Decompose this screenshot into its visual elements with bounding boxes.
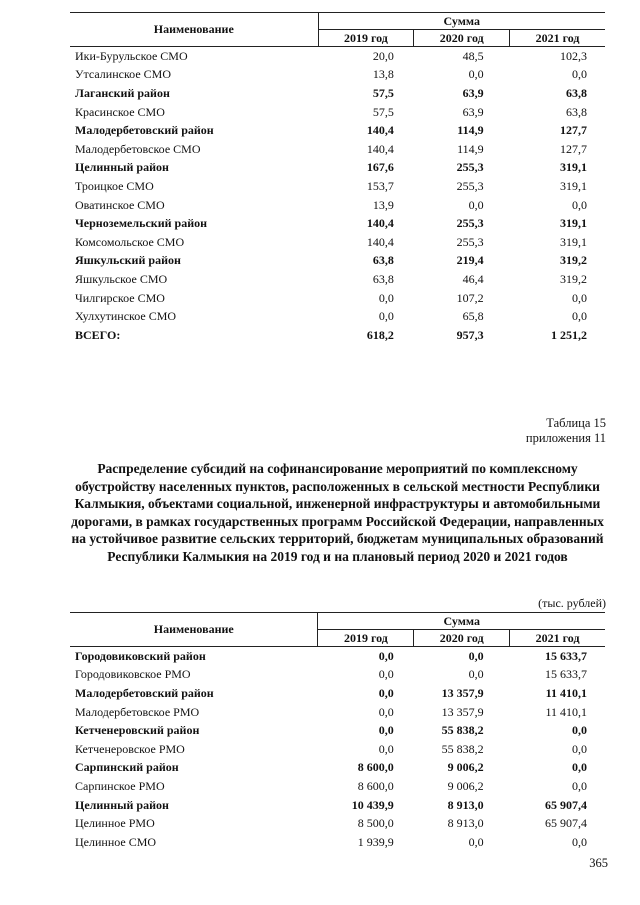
table-row xyxy=(70,326,605,345)
table-row xyxy=(70,796,605,815)
table-row xyxy=(70,759,605,778)
table-row xyxy=(70,103,605,122)
value-2019: 140,4 xyxy=(366,234,394,249)
value-2019: 0,0 xyxy=(378,704,394,719)
table-row xyxy=(70,214,605,233)
value-2019: 8 600,0 xyxy=(357,760,394,775)
value-2020: 8 913,0 xyxy=(447,816,484,831)
document-title: Распределение субсидий на софинансирование мероприятий по комплексному обустройству населенных пунктов, расположенных в сельской местности Республики Калмыкия, объектами социальной, инженерной инфраструктуры и автомобильными дорогами, в рамках государственных программ Российской Федерации, направленных на устойчивое развитие сельских территорий, бюджетам муниципальных образований Республики Калмыкия на 2019 год и на плановый период 2020 и 2021 годов xyxy=(71,461,604,564)
row-name: Целинное РМО xyxy=(75,816,155,831)
value-2021: 319,1 xyxy=(560,178,587,193)
table-row xyxy=(70,684,605,703)
table-row xyxy=(70,84,605,103)
value-2019: 1 939,9 xyxy=(357,834,394,849)
value-2020: 0,0 xyxy=(468,67,484,82)
value-2021: 0,0 xyxy=(572,741,587,756)
value-2019: 0,0 xyxy=(378,723,394,738)
row-name: Целинный район xyxy=(75,160,169,175)
value-2021: 0,0 xyxy=(572,760,587,775)
value-2020: 63,9 xyxy=(462,85,484,100)
row-name: Целинное СМО xyxy=(75,834,157,849)
value-2019: 140,4 xyxy=(366,123,394,138)
column-header-name: Наименование xyxy=(70,13,318,47)
table-row xyxy=(70,289,605,308)
row-name: Городовиковское РМО xyxy=(75,667,191,682)
table-row xyxy=(70,666,605,685)
value-2021: 11 410,1 xyxy=(545,704,587,719)
value-2021: 15 633,7 xyxy=(545,667,587,682)
value-2020: 46,4 xyxy=(462,271,484,286)
row-name: Хулхутинское СМО xyxy=(75,309,177,324)
table-row xyxy=(70,47,605,66)
row-name: Троицкое СМО xyxy=(75,178,154,193)
value-2021: 319,2 xyxy=(560,253,587,268)
row-name: Яшкульский район xyxy=(75,253,181,268)
unit-label: (тыс. рублей) xyxy=(538,596,606,610)
row-name: Сарпинское РМО xyxy=(75,778,165,793)
value-2021: 1 251,2 xyxy=(551,327,587,342)
value-2019: 167,6 xyxy=(366,160,394,175)
value-2021: 0,0 xyxy=(572,290,587,305)
value-2020: 48,5 xyxy=(462,48,484,63)
value-2020: 219,4 xyxy=(456,253,484,268)
table-caption xyxy=(526,416,606,446)
row-name: Кетченеровский район xyxy=(75,723,200,738)
appendix-number: приложения 11 xyxy=(525,431,606,445)
value-2020: 0,0 xyxy=(468,648,484,663)
subsidy-table-1 xyxy=(70,12,605,345)
row-name: Оватинское СМО xyxy=(75,197,165,212)
value-2021: 65 907,4 xyxy=(545,797,587,812)
column-header-name: Наименование xyxy=(70,613,318,647)
value-2021: 11 410,1 xyxy=(545,685,587,700)
value-2019: 63,8 xyxy=(372,253,394,268)
value-2019: 57,5 xyxy=(372,85,394,100)
value-2019: 13,8 xyxy=(372,67,394,82)
row-name: Чилгирское СМО xyxy=(75,290,165,305)
table-row xyxy=(70,252,605,271)
table-row xyxy=(70,777,605,796)
value-2019: 140,4 xyxy=(366,141,394,156)
table-row xyxy=(70,196,605,215)
value-2021: 0,0 xyxy=(572,67,587,82)
value-2019: 20,0 xyxy=(372,48,394,63)
row-name: Малодербетовский район xyxy=(75,123,214,138)
value-2019: 57,5 xyxy=(372,104,394,119)
value-2019: 0,0 xyxy=(378,741,394,756)
table-row xyxy=(70,159,605,178)
value-2020: 255,3 xyxy=(456,160,484,175)
column-header-2020: 2020 год xyxy=(414,630,510,647)
value-2019: 0,0 xyxy=(378,290,394,305)
value-2020: 114,9 xyxy=(457,141,484,156)
column-header-sum: Сумма xyxy=(318,613,605,630)
value-2021: 0,0 xyxy=(572,197,587,212)
table-row xyxy=(70,814,605,833)
table-row xyxy=(70,140,605,159)
value-2021: 0,0 xyxy=(572,834,587,849)
row-name: Черноземельский район xyxy=(75,216,208,231)
row-name: Ики-Бурульское СМО xyxy=(75,48,188,63)
subsidy-table-2 xyxy=(70,612,605,852)
value-2019: 618,2 xyxy=(366,327,394,342)
value-2020: 957,3 xyxy=(456,327,484,342)
column-header-2019: 2019 год xyxy=(318,30,414,47)
value-2021: 63,8 xyxy=(566,85,587,100)
row-name: Малодербетовское РМО xyxy=(75,704,200,719)
column-header-2021: 2021 год xyxy=(510,630,605,647)
row-name: Комсомольское СМО xyxy=(75,234,185,249)
row-name: Сарпинский район xyxy=(75,760,179,775)
row-name: Городовиковский район xyxy=(75,648,206,663)
table-row xyxy=(70,721,605,740)
table-number: Таблица 15 xyxy=(546,416,606,430)
value-2019: 13,9 xyxy=(372,197,394,212)
value-2020: 63,9 xyxy=(462,104,484,119)
value-2021: 102,3 xyxy=(560,48,587,63)
value-2021: 0,0 xyxy=(572,309,587,324)
value-2021: 319,2 xyxy=(560,271,587,286)
value-2019: 0,0 xyxy=(378,648,394,663)
value-2021: 63,8 xyxy=(566,104,587,119)
value-2020: 114,9 xyxy=(457,123,484,138)
table-row xyxy=(70,703,605,722)
value-2020: 255,3 xyxy=(456,216,484,231)
value-2020: 255,3 xyxy=(456,234,484,249)
page-number: 365 xyxy=(589,856,608,870)
value-2020: 65,8 xyxy=(462,309,484,324)
value-2020: 9 006,2 xyxy=(447,778,484,793)
value-2020: 0,0 xyxy=(468,834,484,849)
table-row xyxy=(70,66,605,85)
value-2020: 8 913,0 xyxy=(447,797,484,812)
row-name: Целинный район xyxy=(75,797,169,812)
table-row xyxy=(70,270,605,289)
row-name: Малодербетовский район xyxy=(75,685,214,700)
column-header-2020: 2020 год xyxy=(414,30,510,47)
value-2019: 63,8 xyxy=(372,271,394,286)
value-2021: 0,0 xyxy=(572,778,587,793)
row-name: Красинское СМО xyxy=(75,104,165,119)
value-2019: 140,4 xyxy=(366,216,394,231)
table-row xyxy=(70,121,605,140)
value-2020: 255,3 xyxy=(456,178,484,193)
value-2019: 0,0 xyxy=(378,685,394,700)
value-2020: 13 357,9 xyxy=(441,704,484,719)
value-2021: 15 633,7 xyxy=(545,648,587,663)
value-2021: 127,7 xyxy=(560,123,587,138)
value-2020: 0,0 xyxy=(468,667,484,682)
row-name: Лаганский район xyxy=(75,85,170,100)
value-2019: 153,7 xyxy=(366,178,394,193)
row-name: ВСЕГО: xyxy=(75,327,121,342)
value-2021: 319,1 xyxy=(560,160,587,175)
column-header-2019: 2019 год xyxy=(318,630,414,647)
table-row xyxy=(70,307,605,326)
value-2021: 319,1 xyxy=(560,234,587,249)
table-row xyxy=(70,647,605,666)
row-name: Малодербетовское СМО xyxy=(75,141,201,156)
column-header-2021: 2021 год xyxy=(510,30,605,47)
value-2019: 8 600,0 xyxy=(357,778,394,793)
value-2020: 13 357,9 xyxy=(441,685,484,700)
table-row xyxy=(70,177,605,196)
row-name: Утсалинское СМО xyxy=(75,67,171,82)
value-2019: 8 500,0 xyxy=(357,816,394,831)
value-2021: 65 907,4 xyxy=(545,816,587,831)
value-2020: 55 838,2 xyxy=(441,723,484,738)
table-row xyxy=(70,233,605,252)
value-2021: 319,1 xyxy=(560,216,587,231)
row-name: Яшкульское СМО xyxy=(75,271,168,286)
value-2021: 127,7 xyxy=(560,141,587,156)
value-2019: 10 439,9 xyxy=(351,797,394,812)
value-2020: 55 838,2 xyxy=(441,741,484,756)
value-2020: 107,2 xyxy=(456,290,484,305)
value-2020: 9 006,2 xyxy=(447,760,484,775)
row-name: Кетченеровское РМО xyxy=(75,741,185,756)
column-header-sum: Сумма xyxy=(318,13,605,30)
value-2019: 0,0 xyxy=(378,309,394,324)
value-2021: 0,0 xyxy=(572,723,587,738)
value-2019: 0,0 xyxy=(378,667,394,682)
table-row xyxy=(70,740,605,759)
value-2020: 0,0 xyxy=(468,197,484,212)
table-row xyxy=(70,833,605,852)
